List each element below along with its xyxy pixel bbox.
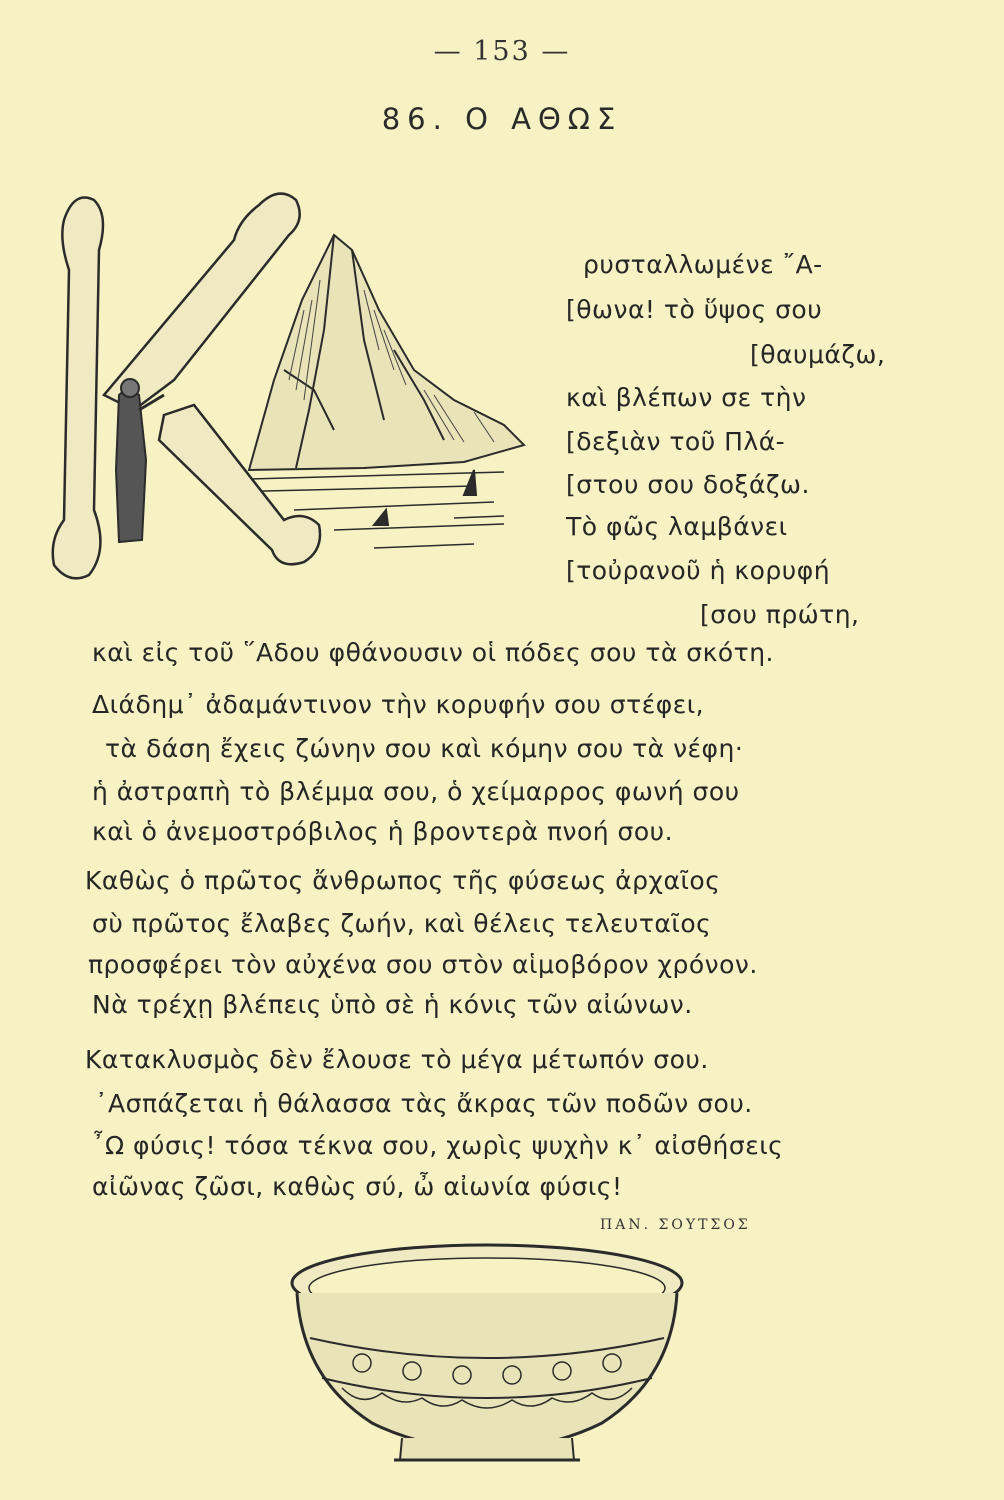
page-number: — 153 — [433,36,571,67]
verse-line: [δεξιὰν τοῦ Πλά- [566,427,786,456]
verse-line: Καθὼς ὁ πρῶτος ἄνθρωπος τῆς φύσεως ἀρχαῖος [85,866,721,895]
verse-line: σὺ πρῶτος ἔλαβες ζωήν, καὶ θέλεις τελευταῖος [92,909,712,938]
decorative-bowl-illustration [282,1238,692,1474]
verse-line: ῏Ω φύσις! τόσα τέκνα σου, χωρὶς ψυχὴν κ᾽ αἰσθήσεις [92,1131,784,1160]
verse-line: ρυσταλλωμένε ῎Α- [583,250,823,279]
verse-line: καὶ βλέπων σε τὴν [566,383,807,412]
verse-line: τὰ δάση ἔχεις ζώνην σου καὶ κόμην σου τὰ νέφη· [105,734,744,763]
poem-title: 86. Ο ΑΘΩΣ [381,102,623,136]
monk-figure [116,390,146,542]
verse-line: καὶ ὁ ἀνεμοστρόβιλος ἡ βροντερὰ πνοή σου. [92,817,674,846]
verse-line: [στου σου δοξάζω. [566,470,810,499]
verse-line: ἡ ἀστραπὴ τὸ βλέμμα σου, ὁ χείμαρρος φωνή σου [92,777,740,806]
verse-line: [θωνα! τὸ ὕψος σου [566,295,823,324]
verse-line: [θαυμάζω, [750,340,886,369]
verse-line: αἰῶνας ζῶσι, καθὼς σύ, ὦ αἰωνία φύσις! [92,1172,623,1201]
verse-line: [τοὐρανοῦ ἡ κορυφή [566,556,831,585]
author-signature: ΠΑΝ. ΣΟΥΤΣΟΣ [600,1217,751,1233]
letter-k-stem [53,198,103,579]
verse-line: [σου πρώτη, [700,600,860,629]
verse-line: Διάδημ᾽ ἀδαμάντινον τὴν κορυφήν σου στέφει, [92,690,705,719]
verse-line: ᾿Ασπάζεται ἡ θάλασσα τὰς ἄκρας τῶν ποδῶν σου. [95,1089,753,1118]
mountain-peak [249,235,524,470]
letter-k-arm [104,194,300,410]
initial-letter-illustration [34,180,544,608]
verse-line: Νὰ τρέχῃ βλέπεις ὑπὸ σὲ ἡ κόνις τῶν αἰώνων. [92,990,693,1019]
verse-line: καὶ εἰς τοῦ ῞Αδου φθάνουσιν οἱ πόδες σου τὰ σκότη. [92,638,775,667]
verse-line: Κατακλυσμὸς δὲν ἔλουσε τὸ μέγα μέτωπόν σου. [85,1045,709,1074]
verse-line: Τὸ φῶς λαμβάνει [566,512,788,541]
verse-line: προσφέρει τὸν αὐχένα σου στὸν αἱμοβόρον χρόνον. [88,950,758,979]
